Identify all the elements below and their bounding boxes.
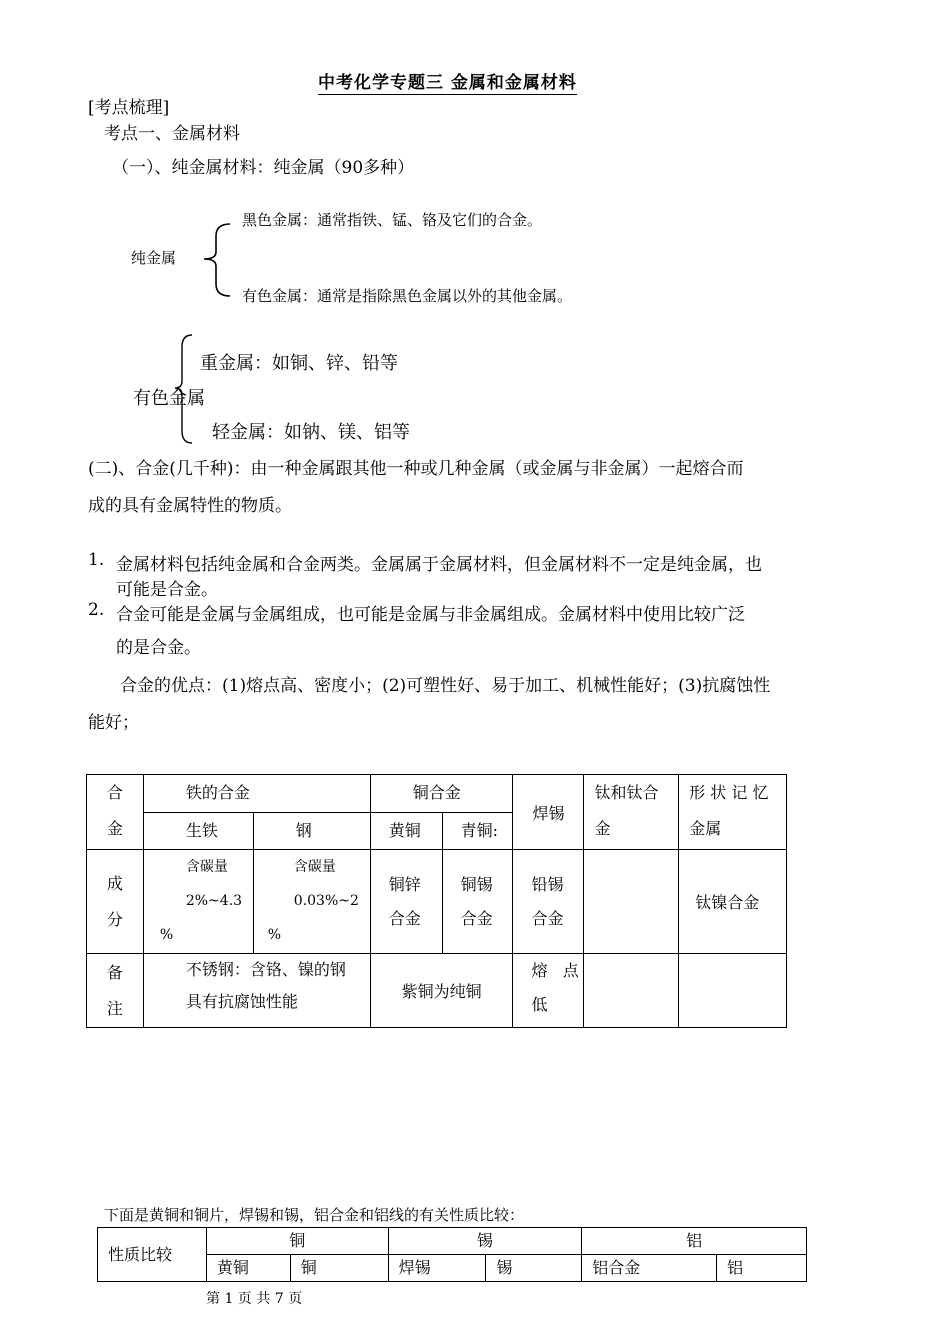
colored-metal-text: 有色金属：通常是指除黑色金属以外的其他金属。 [242,287,573,305]
solder-remark [513,954,584,1028]
pure-metal-brace [198,222,234,298]
colored-metal-brace [172,333,196,445]
solder-header: 焊锡 [513,775,584,850]
brass-comp-line2: 合金 [388,908,421,928]
alloy-table [86,774,787,1028]
black-metal-text: 黑色金属：通常指铁、锰、铬及它们的合金。 [242,211,543,229]
tin-group-header: 锡 [388,1228,582,1255]
note-1-number: 1. [88,550,105,570]
colored-metal-label: 有色金属 [133,388,205,409]
solder-remark-line2: 低 [531,995,548,1014]
composition-char2: 分 [106,909,123,929]
copper-group-header: 铜 [206,1228,388,1255]
steel-composition [253,850,370,954]
composition-label [87,850,144,954]
aluminum-group-header: 铝 [582,1228,807,1255]
solder-composition [513,850,584,954]
heavy-metal-text: 重金属：如铜、锌、铅等 [200,353,398,374]
iron-alloy-header: 铁的合金 [143,775,370,813]
pure-metal-subheading: （一）、纯金属材料：纯金属（90多种） [112,158,415,178]
solder-comp-line1: 铅锡 [531,874,564,894]
alloy-header-char2: 金 [106,819,123,838]
titanium-remark [584,954,679,1028]
bronze-header: 青铜: [442,813,513,850]
iron-remark-line2: 具有抗腐蚀性能 [185,992,298,1011]
brass-header: 黄铜 [370,813,442,850]
alloy-header-char1: 合 [106,783,123,802]
copper-column: 铜 [290,1255,388,1282]
alloy-advantages-line1: 合金的优点：(1)熔点高、密度小；(2)可塑性好、易于加工、机械性能好；(3)抗腐蚀性 [120,676,771,696]
comparison-table [97,1227,807,1282]
alloy-definition-line2: 成的具有金属特性的物质。 [88,496,292,516]
brass-comp-line1: 铜锌 [388,874,421,894]
tin-column: 锡 [486,1255,582,1282]
titanium-header-line2: 金 [594,819,611,838]
pig-iron-composition [143,850,253,954]
page-title: 中考化学专题三 金属和金属材料 [318,68,577,95]
titanium-composition [584,850,679,954]
bronze-composition [442,850,513,954]
pig-comp-line3: % [159,927,174,943]
steel-comp-line2: 0.03%~2 [293,893,359,909]
alloy-header-cell [87,775,144,850]
alloy-definition-line1: (二)、合金(几千种)：由一种金属跟其他一种或几种金属（或金属与非金属）一起熔合而 [88,459,744,479]
iron-remark-line1: 不锈钢：含铬、镍的钢 [185,960,346,979]
pig-comp-line1: 含碳量 [185,859,228,875]
remark-label [87,954,144,1028]
brass-composition [370,850,442,954]
bronze-comp-line2: 合金 [460,908,493,928]
note-2-number: 2. [88,600,105,620]
aluminum-column: 铝 [717,1255,807,1282]
note-1-line1: 金属材料包括纯金属和合金两类。金属属于金属材料，但金属材料不一定是纯金属，也 [116,555,762,575]
property-compare-label: 性质比较 [98,1228,207,1282]
solder-remark-line1: 熔 点 [531,961,579,980]
pig-comp-line2: 2%~4.3 [185,893,243,909]
remark-char1: 备 [106,962,123,982]
solder-comp-line2: 合金 [531,908,564,928]
bronze-comp-line1: 铜锡 [460,874,493,894]
steel-header: 钢 [253,813,370,850]
memory-remark [679,954,787,1028]
alloy-advantages-line2: 能好； [88,713,139,733]
remark-char2: 注 [106,998,123,1018]
memory-header-line1: 形 状 记 忆 [689,783,769,802]
pure-metal-label: 纯金属 [131,249,177,267]
note-1-line2: 可能是合金。 [116,580,218,600]
note-2-line1: 合金可能是金属与金属组成，也可能是金属与非金属组成。金属材料中使用比较广泛 [116,605,745,625]
comparison-intro: 下面是黄铜和铜片，焊锡和锡，铝合金和铝线的有关性质比较： [104,1206,525,1224]
section-header: [考点梳理] [88,98,170,118]
aluminum-alloy-column: 铝合金 [582,1255,717,1282]
copper-alloy-header: 铜合金 [370,775,513,813]
composition-char1: 成 [106,873,123,893]
memory-alloy-header [679,775,787,850]
pig-iron-header: 生铁 [143,813,253,850]
page-footer: 第 1 页 共 7 页 [206,1291,303,1307]
copper-alloy-remark: 紫铜为纯铜 [370,954,513,1028]
titanium-header-line1: 钛和钛合 [594,783,659,802]
memory-composition: 钛镍合金 [679,850,787,954]
iron-alloy-remark [143,954,370,1028]
brass-column: 黄铜 [206,1255,290,1282]
note-2-line2: 的是合金。 [116,638,201,658]
point-one-heading: 考点一、金属材料 [104,124,240,144]
steel-comp-line1: 含碳量 [293,859,336,875]
steel-comp-line3: % [267,927,282,943]
solder-column: 焊锡 [388,1255,486,1282]
titanium-header [584,775,679,850]
memory-header-line2: 金属 [689,819,722,838]
light-metal-text: 轻金属：如钠、镁、铝等 [212,422,410,443]
